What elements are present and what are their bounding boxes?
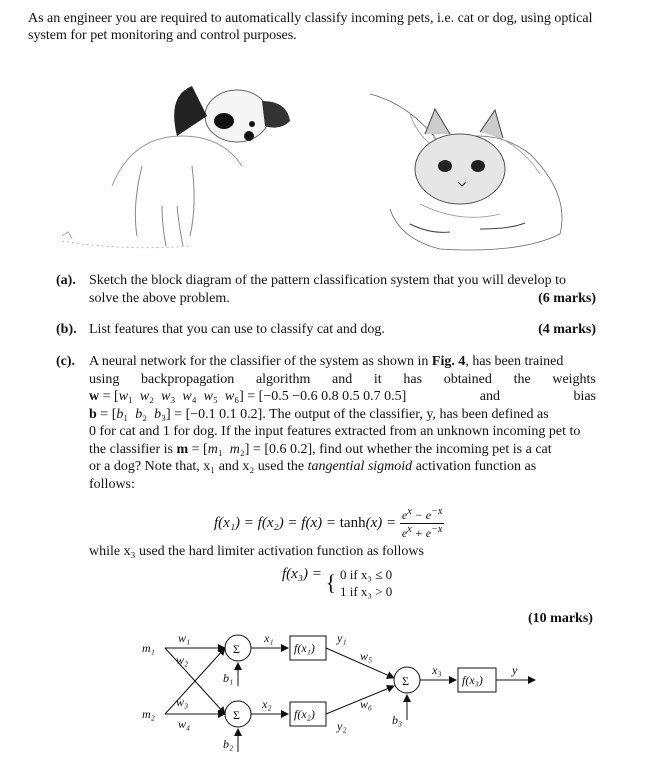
weight-label: w₅	[360, 649, 373, 663]
input-values: [0.6 0.2]	[264, 441, 313, 457]
c-line1: A neural network for the classifier of the system as shown in Fig. 4, has been trained	[89, 354, 564, 369]
sum-node-2: Σ	[233, 708, 240, 722]
f-x3-box: f(x₃)	[462, 673, 483, 687]
c-line7: or a dog? Note that, x₁ and x₂ used the tangential sigmoid activation function as	[89, 459, 537, 474]
weight-label: w₃	[176, 695, 189, 709]
c-line3-weights: w = [w₁ w₂ w₃ w₄ w₅ w₆] = [−0.5 −0.6 0.8 0.5 0.7 0.5] and bias	[89, 389, 596, 404]
c-line6: the classifier is m = [m₁ m₂] = [0.6 0.2], find out whether the incoming pet is a cat	[89, 441, 552, 457]
output-y-label: y	[512, 663, 518, 677]
hard-limiter-line: while x₃ used the hard limiter activation function as follows	[89, 544, 424, 559]
activation-name: tangential sigmoid	[307, 459, 413, 474]
dog-photo	[52, 66, 292, 252]
question-text: Sketch the block diagram of the pattern classification system that you will develop to solve the above problem.	[89, 273, 567, 306]
question-text: List features that you can use to classify cat and dog.	[89, 322, 385, 337]
weight-label: w₁	[178, 631, 191, 645]
weight-label: w₂	[176, 653, 189, 667]
f-x1-box: f(x₁)	[294, 641, 315, 655]
figure-reference: Fig. 4	[431, 354, 466, 369]
weights-values: [−0.5 −0.6 0.8 0.5 0.7 0.5]	[258, 389, 407, 404]
intro-text: As an engineer you are required to automatically classify incoming pets, i.e. cat or dog, using optical system for pet monitoring and control purposes.	[28, 11, 593, 43]
input-m2-label: m₂	[142, 707, 155, 721]
c-line2: using backpropagation algorithm and it has obtained the weights	[89, 371, 596, 387]
input-m1-label: m₁	[142, 641, 155, 655]
neural-network-diagram	[130, 628, 550, 756]
weight-label: w₄	[178, 717, 191, 731]
question-label: (b).	[56, 322, 77, 337]
bias-b2-label: b₂	[223, 737, 234, 751]
question-c	[56, 353, 596, 493]
x2-label: x₂	[262, 697, 272, 711]
question-a	[56, 272, 596, 307]
c-line5: 0 for cat and 1 for dog. If the input features extracted from an unknown incoming pet to	[89, 424, 581, 439]
x3-label: x₃	[432, 663, 442, 677]
y1-label: y₁	[337, 631, 347, 645]
question-marks: (4 marks)	[538, 322, 596, 337]
bias-b1-label: b₁	[223, 671, 234, 685]
cat-photo	[350, 74, 590, 252]
sum-node-1: Σ	[233, 642, 240, 656]
bias-values: [−0.1 0.1 0.2]	[185, 406, 263, 422]
question-marks: (10 marks)	[528, 611, 593, 626]
piecewise-case: 0 if x₃ ≤ 0	[339, 567, 393, 582]
tanh-equation: f(x₁) = f(x₂) = f(x) = tanh(x) = $\frac{e^x - e^{-x}}{e^x + e^{-x}}$	[214, 506, 443, 540]
piecewise-case: 1 if x₃ > 0	[339, 584, 393, 599]
question-marks: (6 marks)	[538, 290, 596, 306]
f-x2-box: f(x₂)	[294, 707, 315, 721]
piecewise-equation: f(x₃) = { 0 if x₃ ≤ 0 1 if x₃ > 0	[282, 566, 393, 599]
bias-b3-label: b₃	[392, 713, 403, 727]
c-line4-bias: b = [b₁ b₂ b₃] = [−0.1 0.1 0.2]. The output of the classifier, y, has been defined as	[89, 406, 549, 422]
c-line8: follows:	[89, 476, 135, 492]
question-label: (c).	[56, 354, 76, 369]
question-label: (a).	[56, 273, 76, 288]
question-b	[56, 321, 596, 339]
y2-label: y₂	[337, 719, 347, 733]
sum-node-3: Σ	[402, 674, 409, 688]
weight-label: w₆	[360, 697, 373, 711]
x1-label: x₁	[264, 631, 274, 645]
